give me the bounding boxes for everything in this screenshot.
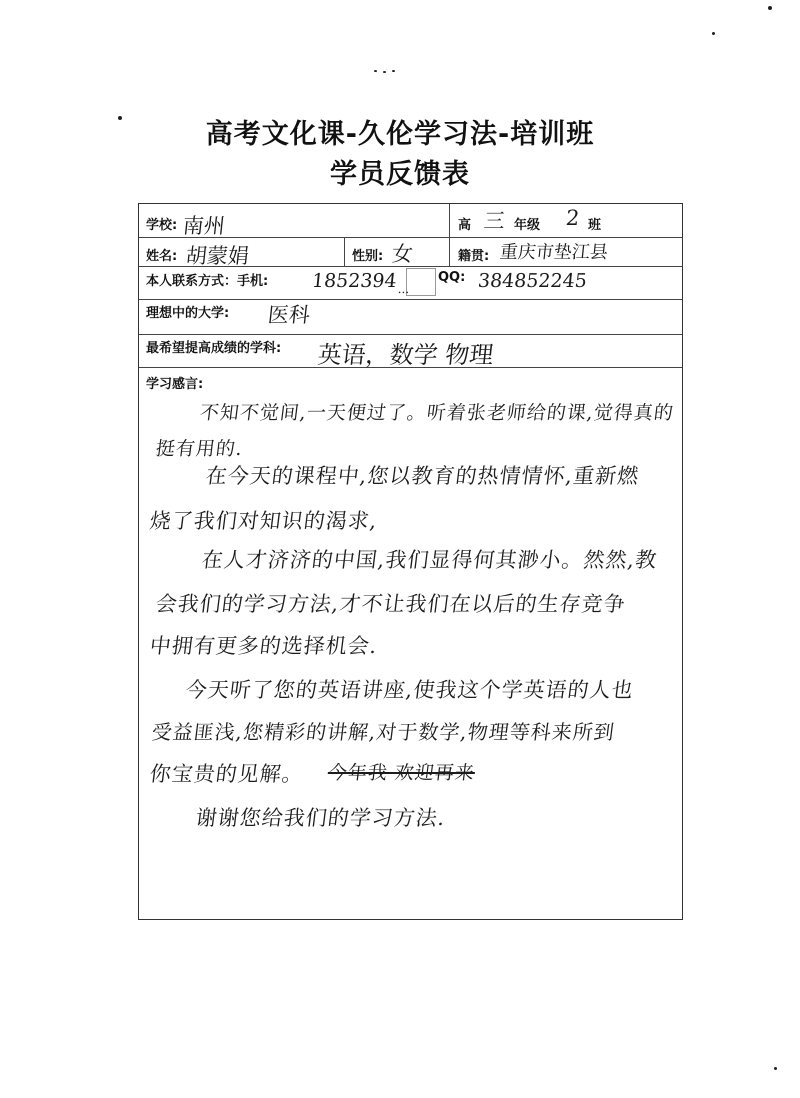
feedback-line: 今天听了您的英语讲座,使我这个学英语的人也	[184, 678, 636, 702]
phone-tail: ...	[397, 282, 411, 296]
feedback-line: 谢谢您给我们的学习方法.	[194, 806, 448, 830]
scan-speck	[374, 70, 377, 72]
phone-value: 1852394	[310, 270, 398, 292]
feedback-line: 在人才济济的中国,我们显得何其渺小。然然,教	[200, 548, 659, 572]
scan-speck	[768, 6, 772, 10]
class-label: 班	[588, 218, 602, 233]
university-value: 医科	[266, 303, 312, 327]
scan-speck	[774, 1067, 777, 1070]
col-divider	[449, 237, 450, 266]
subjects-label: 最希望提高成绩的学科:	[146, 341, 282, 356]
grade-prefix: 高	[458, 218, 472, 233]
contact-label: 本人联系方式：手机:	[146, 274, 269, 289]
gender-label: 性别:	[352, 249, 384, 264]
feedback-line: 烧了我们对知识的渴求,	[148, 509, 380, 533]
feedback-line: 会我们的学习方法,才不让我们在以后的生存竞争	[154, 592, 628, 616]
phone-redaction-box	[406, 268, 436, 296]
feedback-line: 你宝贵的见解。	[148, 762, 306, 786]
scan-speck	[383, 71, 386, 73]
feedback-line: 中拥有更多的选择机会.	[148, 634, 380, 658]
col-divider	[449, 204, 450, 237]
feedback-line: 在今天的课程中,您以教育的热情情怀,重新燃	[204, 464, 641, 488]
qq-label: QQ:	[438, 270, 466, 285]
subjects-value: 英语，数学 物理	[316, 341, 495, 369]
class-value: 2	[564, 206, 581, 230]
scan-speck	[392, 70, 395, 72]
feedback-line: 挺有用的.	[154, 438, 245, 460]
grade-label: 年级	[514, 218, 541, 233]
gender-value: 女	[390, 242, 415, 266]
hometown-value: 重庆市垫江县	[498, 242, 609, 263]
school-value: 南州	[181, 214, 227, 238]
row-divider	[139, 299, 682, 300]
scan-speck	[712, 32, 715, 35]
qq-value: 384852245	[476, 270, 588, 292]
crossed-out-text: 今年我 欢迎再来	[326, 762, 477, 784]
university-label: 理想中的大学:	[146, 306, 230, 321]
name-label: 姓名:	[146, 249, 178, 264]
hometown-label: 籍贯:	[458, 249, 490, 264]
grade-value: 三	[482, 209, 507, 233]
feedback-line: 受益匪浅,您精彩的讲解,对于数学,物理等科来所到	[150, 720, 617, 744]
feedback-label: 学习感言:	[146, 377, 204, 392]
page-subtitle: 学员反馈表	[330, 159, 470, 190]
school-label: 学校:	[146, 218, 178, 233]
page-title: 高考文化课-久伦学习法-培训班	[205, 119, 595, 150]
col-divider	[344, 237, 345, 266]
name-value: 胡蒙娟	[184, 244, 251, 268]
feedback-line: 不知不觉间,一天便过了。听着张老师给的课,觉得真的	[198, 402, 676, 424]
